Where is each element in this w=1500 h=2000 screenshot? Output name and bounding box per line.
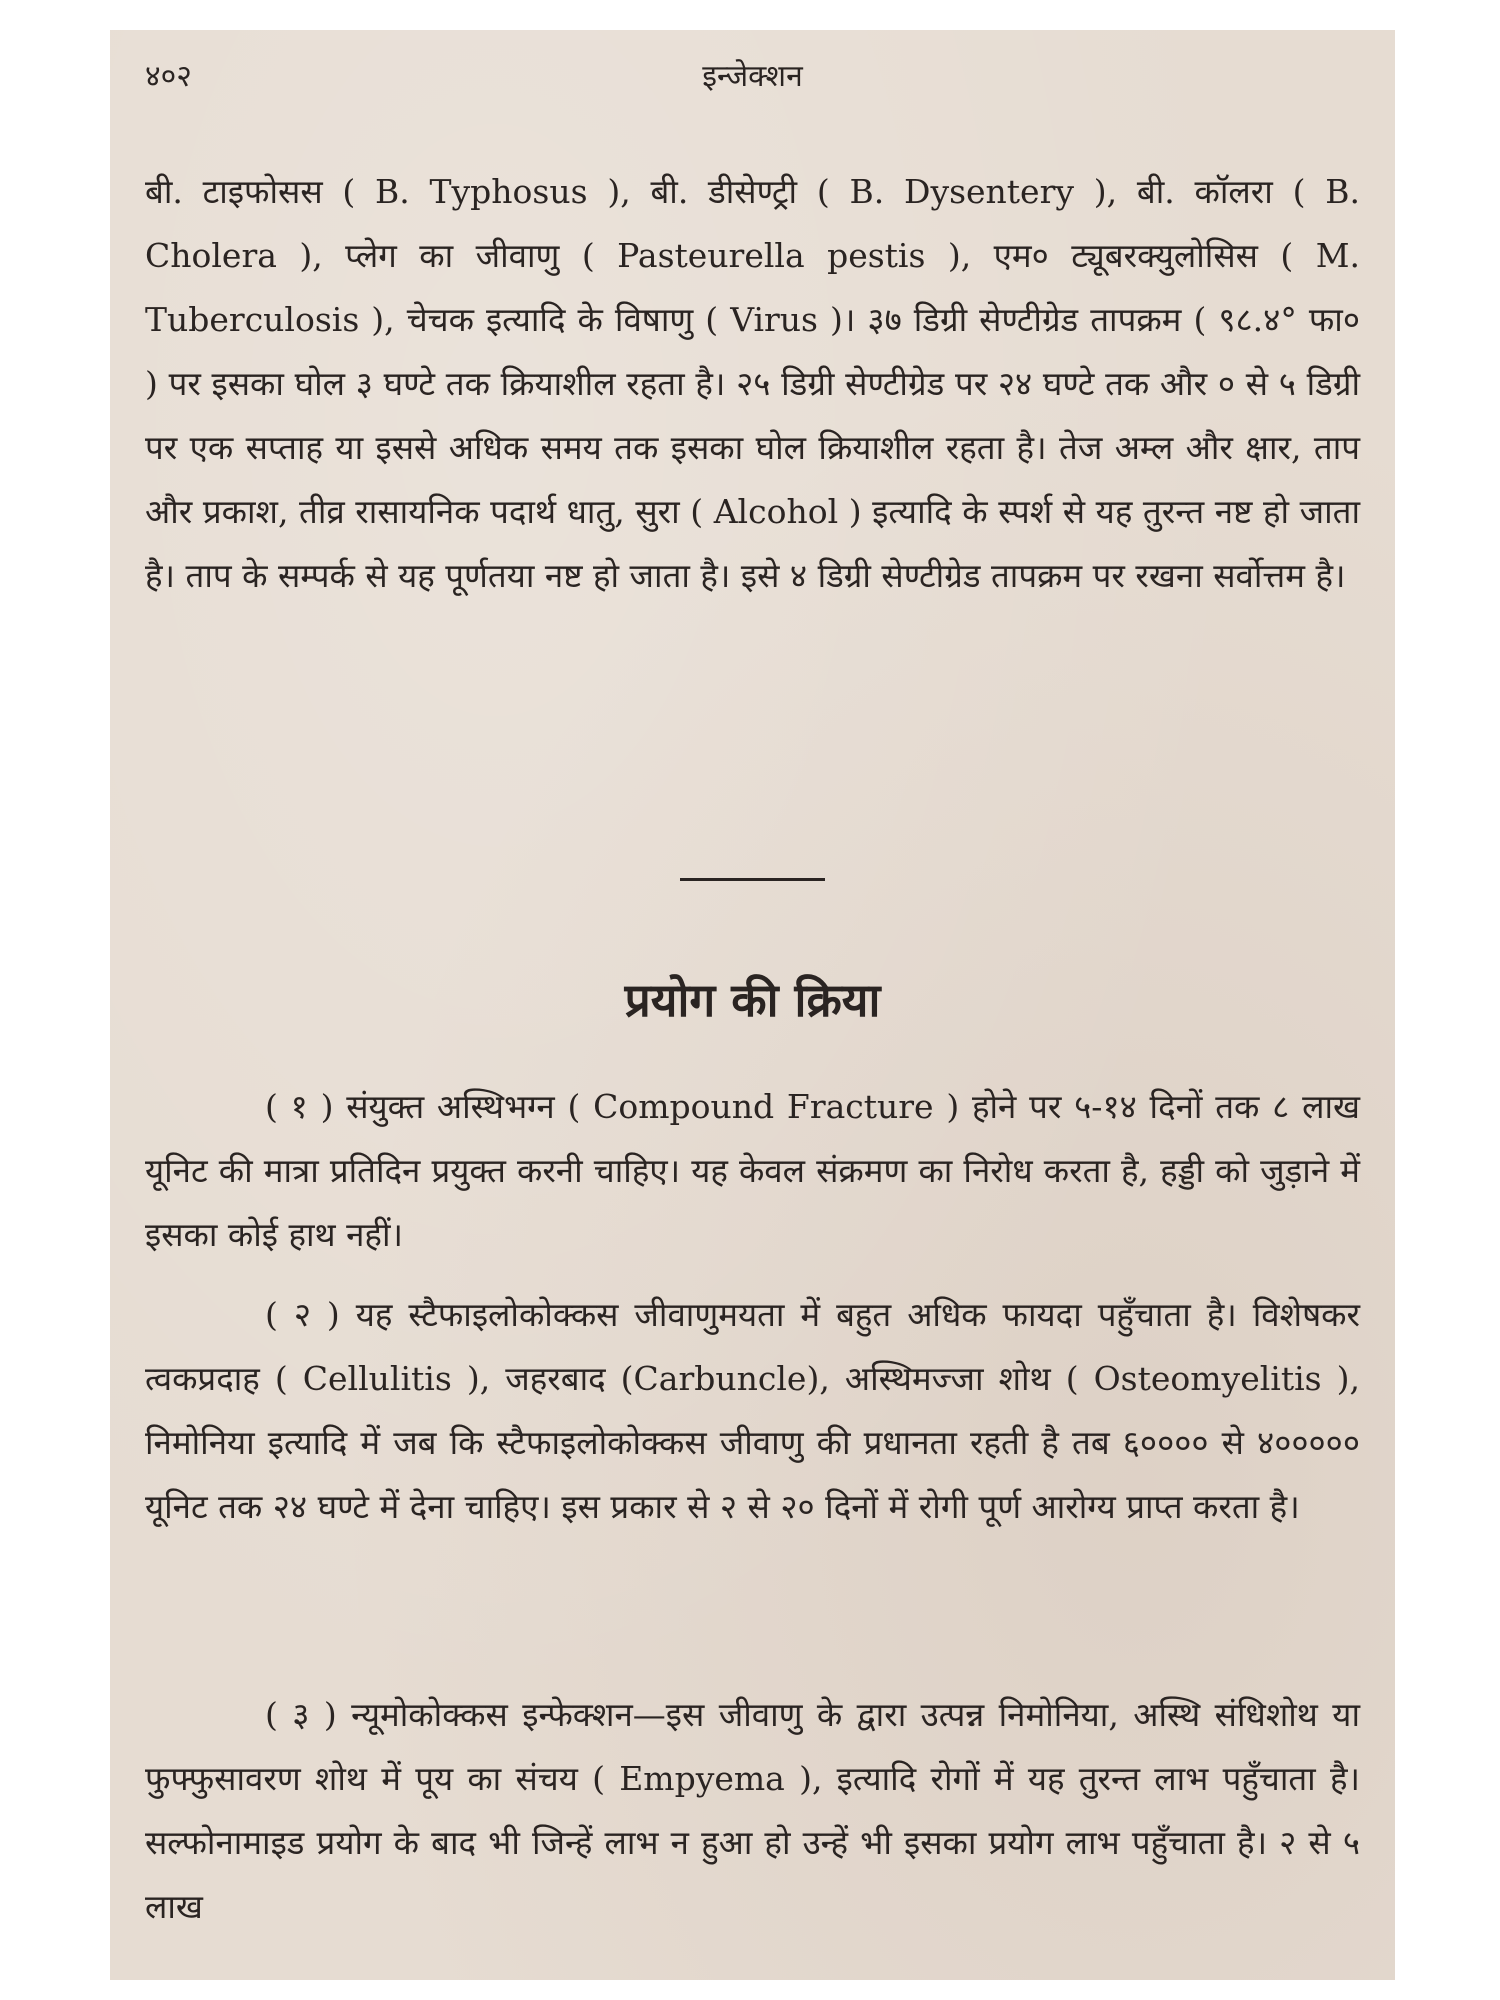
intro-paragraph: बी. टाइफोसस ( B. Typhosus ), बी. डीसेण्ट्री ( B. Dysentery ), बी. कॉलरा ( B. Cholera ), प्लेग का जीवाणु ( Pasteurella pestis ), एम० ट्यूबरक्युलोसिस ( M. Tuberculosis ), चेचक इत्यादि के विषाणु ( Virus )। ३७ डिग्री सेण्टीग्रेड तापक्रम ( ९८.४° फा० ) पर इसका घोल ३ घण्टे तक क्रियाशील रहता है। २५ डिग्री सेण्टीग्रेड पर २४ घण्टे तक और ० से ५ डिग्री पर एक सप्ताह या इससे अधिक समय तक इसका घोल क्रियाशील रहता है। तेज अम्ल और क्षार, ताप और प्रकाश, तीव्र रासायनिक पदार्थ धातु, सुरा ( Alcohol ) इत्यादि के स्पर्श से यह तुरन्त नष्ट हो जाता है। ताप के सम्पर्क से यह पूर्णतया नष्ट हो जाता है। इसे ४ डिग्री सेण्टीग्रेड तापक्रम पर रखना सर्वोत्तम है। — [145, 172, 1360, 595]
book-page — [110, 30, 1395, 1980]
section-item-2: ( २ ) यह स्टैफाइलोकोक्कस जीवाणुमयता में बहुत अधिक फायदा पहुँचाता है। विशेषकर त्वकप्रदाह ( Cellulitis ), जहरबाद (Carbuncle), अस्थिमज्जा शोथ ( Osteomyelitis ), निमोनिया इत्यादि में जब कि स्टैफाइलोकोक्कस जीवाणु की प्रधानता रहती है तब ६०००० से ४००००० यूनिट तक २४ घण्टे में देना चाहिए। इस प्रकार से २ से २० दिनों में रोगी पूर्ण आरोग्य प्राप्त करता है। — [145, 1295, 1360, 1526]
section-item-1: ( १ ) संयुक्त अस्थिभग्न ( Compound Fracture ) होने पर ५-१४ दिनों तक ८ लाख यूनिट की मात्रा प्रतिदिन प्रयुक्त करनी चाहिए। यह केवल संक्रमण का निरोध करता है, हड्डी को जुड़ाने में इसका कोई हाथ नहीं। — [145, 1087, 1360, 1254]
running-title: इन्जेक्शन — [702, 59, 803, 94]
page-number: ४०२ — [145, 59, 192, 94]
page-header — [145, 52, 1360, 102]
section-heading: प्रयोग की क्रिया — [624, 973, 881, 1027]
section-separator — [680, 878, 825, 881]
section-item-3: ( ३ ) न्यूमोकोक्कस इन्फेक्शन—इस जीवाणु के द्वारा उत्पन्न निमोनिया, अस्थि संधिशोथ या फुफ्फुसावरण शोथ में पूय का संचय ( Empyema ), इत्यादि रोगों में यह तुरन्त लाभ पहुँचाता है। सल्फोनामाइड प्रयोग के बाद भी जिन्हें लाभ न हुआ हो उन्हें भी इसका प्रयोग लाभ पहुँचाता है। २ से ५ लाख — [145, 1695, 1360, 1926]
